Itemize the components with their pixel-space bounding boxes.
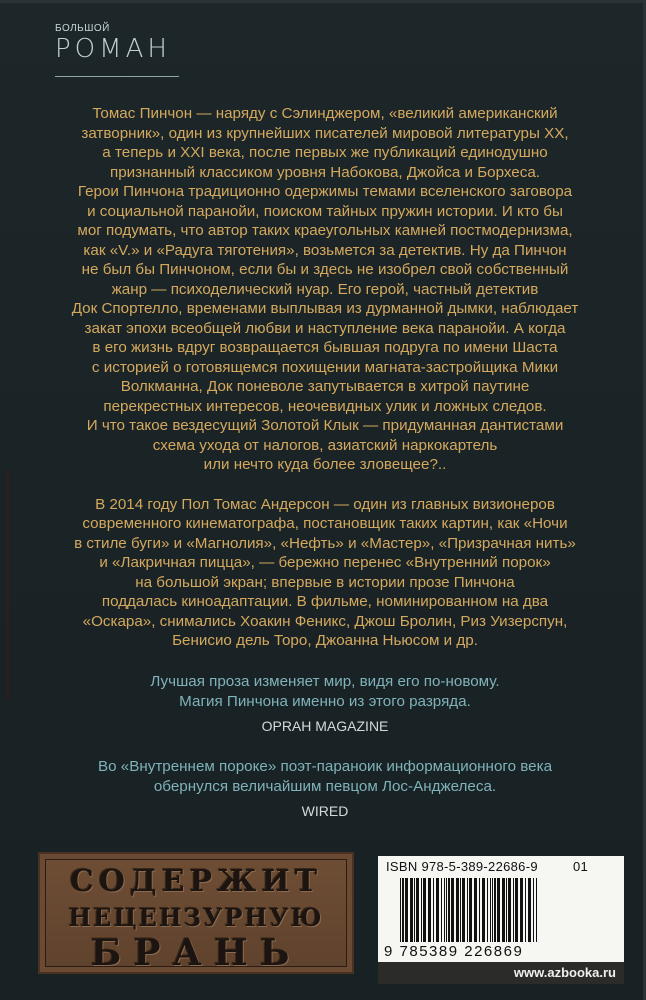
barcode-bar bbox=[467, 878, 468, 942]
barcode-bar bbox=[528, 878, 531, 942]
barcode-bar bbox=[508, 878, 511, 942]
barcode-bar bbox=[405, 878, 408, 942]
description-line: как «V.» и «Радуга тяготения», возьмется за детектив. Ну да Пинчон bbox=[83, 241, 567, 259]
barcode-bar bbox=[448, 878, 450, 942]
description-line: Герои Пинчона традиционно одержимы темами вселенского заговора bbox=[77, 183, 573, 200]
description-line: И что такое вездесущий Золотой Клык — придуманная дантистами bbox=[86, 417, 564, 434]
barcode-bar bbox=[533, 878, 534, 942]
barcode-bar bbox=[462, 878, 465, 942]
spine-edge-mark bbox=[6, 470, 9, 700]
barcode-bar bbox=[423, 878, 426, 942]
quote-source: WIRED bbox=[301, 803, 349, 819]
description-line: в стиле буги» и «Магнолия», «Нефть» и «Мастер», «Призрачная нить» bbox=[74, 534, 576, 552]
barcode-bar bbox=[515, 878, 518, 942]
quote-line: Лучшая проза изменяет мир, видя его по-новому. bbox=[150, 673, 500, 690]
barcode-bar bbox=[479, 878, 480, 942]
description-line: Бенисио дель Торо, Джоанна Ньюсом и др. bbox=[172, 632, 478, 649]
barcode-bar bbox=[487, 878, 488, 942]
quote-source: OPRAH MAGAZINE bbox=[261, 718, 389, 734]
isbn-addon: 01 bbox=[572, 859, 588, 874]
barcode-bar bbox=[446, 878, 447, 942]
description-line: Томас Пинчон — наряду с Сэлинджером, «великий американский bbox=[92, 105, 558, 122]
series-logo-small: БОЛЬШОЙ bbox=[55, 23, 110, 34]
quote-line: Магия Пинчона именно из этого разряда. bbox=[179, 692, 471, 710]
description-line: перекрестных интересов, неочевидных улик и ложных следов. bbox=[103, 397, 547, 415]
barcode-bar bbox=[520, 878, 523, 942]
barcode-bar bbox=[402, 878, 404, 942]
barcode-bar bbox=[469, 878, 472, 942]
quote-line: Во «Внутреннем пороке» поэт-параноик информационного века bbox=[97, 758, 553, 775]
isbn-barcode bbox=[378, 856, 624, 962]
barcode-bar bbox=[410, 878, 413, 942]
series-logo bbox=[55, 23, 171, 63]
description-line: схема ухода от налогов, азиатский наркокартель bbox=[152, 436, 498, 454]
barcode-bar bbox=[536, 878, 537, 942]
barcode-bar bbox=[433, 878, 434, 942]
stamp-line-1: СОДЕРЖИТ bbox=[69, 864, 323, 899]
description-paragraph-1 bbox=[70, 104, 580, 475]
barcode-bar bbox=[494, 878, 496, 942]
isbn-label bbox=[386, 859, 618, 874]
description-line: «Оскара», снимались Хоакин Феникс, Джош Бролин, Риз Уизерспун, bbox=[82, 612, 568, 630]
barcode-digits: 9 785389 226869 bbox=[384, 943, 524, 960]
barcode-bar bbox=[444, 878, 445, 942]
series-logo-big: РОМАН bbox=[55, 34, 171, 64]
barcode-bar bbox=[482, 878, 485, 942]
description-line: жанр — психоделический нуар. Его герой, частный детектив bbox=[111, 280, 539, 298]
barcode-bar bbox=[460, 878, 461, 942]
barcode-bar bbox=[421, 878, 422, 942]
profanity-warning-stamp bbox=[38, 852, 354, 974]
description-line: закат эпохи всеобщей любви и наступление века паранойи. А когда bbox=[84, 319, 566, 337]
review-quote-oprah bbox=[70, 672, 580, 737]
stamp-frame bbox=[45, 859, 347, 974]
description-line: или нечто куда более зловещее?.. bbox=[203, 456, 447, 473]
description-line: Волкманна, Док поневоле запутывается в хитрой паутине bbox=[120, 378, 530, 395]
description-paragraph-2 bbox=[70, 495, 580, 651]
description-line: В 2014 году Пол Томас Андерсон — один из главных визионеров bbox=[95, 495, 555, 513]
barcode-bar bbox=[490, 878, 491, 942]
barcode-bar bbox=[506, 878, 507, 942]
barcode-bar bbox=[525, 878, 526, 942]
barcode-bar bbox=[513, 878, 514, 942]
barcode-bar bbox=[456, 878, 459, 942]
description-line: и «Лакричная пицца», — бережно перенес «Внутренний порок» bbox=[99, 554, 551, 571]
barcode-bar bbox=[428, 878, 431, 942]
series-logo-rule bbox=[55, 76, 179, 77]
description-line: в его жизнь вдруг возвращается бывшая подруга по имени Шаста bbox=[92, 339, 558, 356]
book-description bbox=[70, 104, 580, 651]
description-line: не был бы Пинчоном, если бы и здесь не изобрел свой собственный bbox=[81, 261, 569, 278]
publisher-website: www.azbooka.ru bbox=[378, 962, 624, 984]
barcode-bar bbox=[400, 878, 401, 942]
stamp-line-3: БРАНЬ bbox=[90, 932, 302, 974]
barcode-bar bbox=[441, 878, 442, 942]
barcode-bar bbox=[414, 878, 415, 942]
review-quote-wired bbox=[70, 757, 580, 822]
description-line: а теперь и XXI века, после первых же публикаций единодушно bbox=[102, 144, 548, 161]
description-line: и социальной паранойи, поиском тайных пружин истории. И кто бы bbox=[87, 202, 563, 220]
stamp-line-2: НЕЦЕНЗУРНУЮ bbox=[68, 903, 324, 932]
description-line: на большой экран; впервые в истории прозе Пинчона bbox=[135, 573, 515, 591]
barcode-bar bbox=[497, 878, 500, 942]
barcode-bar bbox=[451, 878, 454, 942]
barcode-bar bbox=[492, 878, 493, 942]
description-line: поддалась киноадаптации. В фильме, номинированном на два bbox=[101, 593, 549, 610]
description-line: Док Спортелло, временами выплывая из дурманной дымки, наблюдает bbox=[71, 300, 579, 317]
description-line: мог подумать, что автор таких краеугольных камней постмодернизма, bbox=[77, 222, 573, 239]
quote-line: обернулся величайшим певцом Лос-Анджелеса. bbox=[153, 777, 497, 795]
barcode-bar bbox=[436, 878, 439, 942]
isbn-number: ISBN 978-5-389-22686-9 bbox=[386, 859, 538, 874]
barcode-bar bbox=[474, 878, 477, 942]
barcode-bar bbox=[416, 878, 419, 942]
description-line: признанный классиком уровня Набокова, Джойса и Борхеса. bbox=[109, 163, 541, 181]
barcode-bars bbox=[400, 878, 610, 942]
description-line: затворник», один из крупнейших писателей мировой литературы XX, bbox=[81, 124, 569, 142]
description-line: современного кинематографа, постановщик таких картин, как «Ночи bbox=[82, 515, 568, 532]
barcode-bar bbox=[502, 878, 505, 942]
description-line: с историей о готовящемся похищении магната-застройщика Мики bbox=[91, 358, 559, 376]
